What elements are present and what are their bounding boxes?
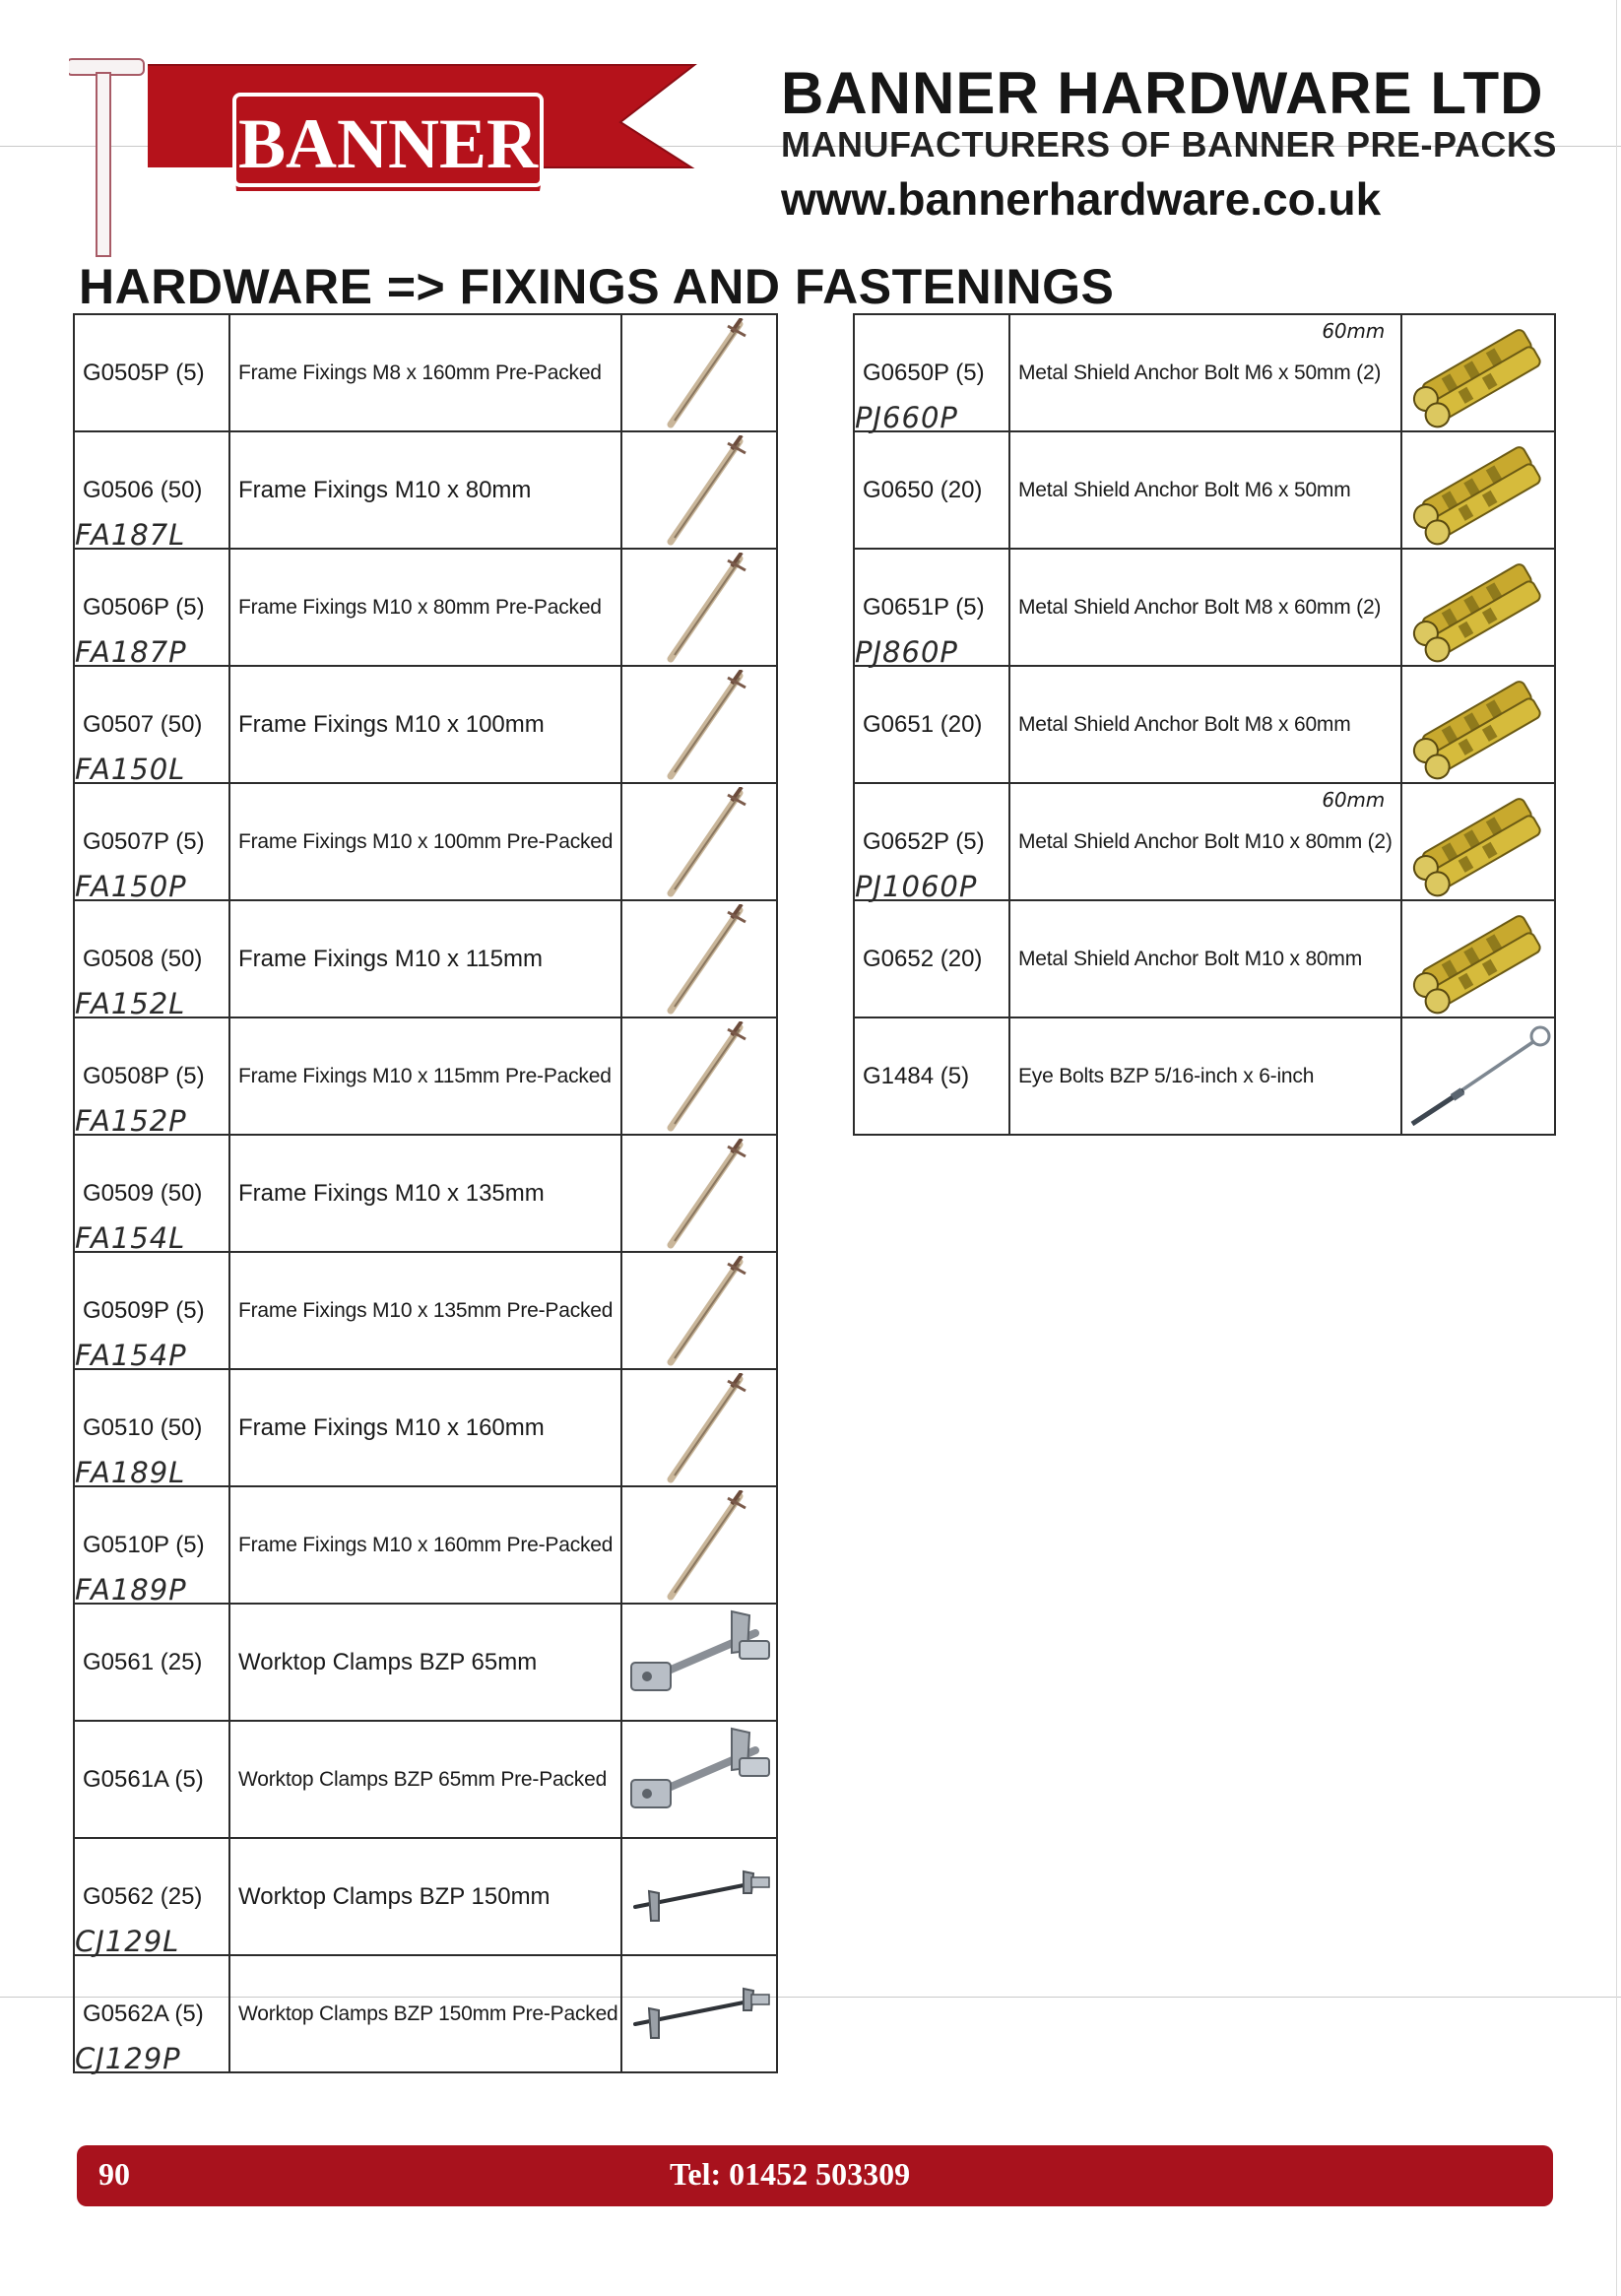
- product-code-cell: [854, 549, 1009, 669]
- product-description-cell: [1009, 1017, 1401, 1135]
- product-description: Frame Fixings M10 x 80mm Pre-Packed: [238, 595, 602, 619]
- product-code: G0562A (5): [83, 2000, 204, 2027]
- handwritten-stock-code: FA154L: [75, 1221, 186, 1255]
- product-description-cell: [229, 1252, 621, 1369]
- handwritten-stock-code: PJ1060P: [855, 870, 978, 903]
- product-description: Metal Shield Anchor Bolt M6 x 50mm: [1018, 478, 1351, 501]
- handwritten-stock-code: FA154P: [75, 1339, 187, 1372]
- handwritten-stock-code: FA152P: [75, 1104, 187, 1138]
- product-description-cell: [1009, 783, 1401, 900]
- product-description: Frame Fixings M10 x 100mm: [238, 710, 545, 738]
- product-description-cell: [1009, 900, 1401, 1017]
- company-name: BANNER HARDWARE LTD: [781, 60, 1544, 126]
- product-image-cell: [1401, 900, 1555, 1017]
- left-product-row: [74, 666, 777, 783]
- company-tagline: MANUFACTURERS OF BANNER PRE-PACKS: [781, 124, 1557, 164]
- product-image-cell: [621, 900, 777, 1017]
- product-code-cell: [74, 1838, 229, 1958]
- product-code: G0561A (5): [83, 1765, 204, 1793]
- product-description-cell: [229, 783, 621, 900]
- product-code-cell: [854, 431, 1009, 549]
- product-description: Worktop Clamps BZP 150mm Pre-Packed: [238, 2001, 618, 2025]
- left-product-row: [74, 1955, 777, 2072]
- product-code: G0510P (5): [83, 1531, 205, 1558]
- product-code: G0508 (50): [83, 945, 203, 972]
- product-code-cell: [74, 314, 229, 431]
- product-code-cell: [74, 1604, 229, 1721]
- handwritten-note: 60mm: [1322, 788, 1385, 812]
- product-description: Frame Fixings M10 x 115mm Pre-Packed: [238, 1064, 612, 1087]
- right-product-table: [853, 313, 1556, 1136]
- handwritten-stock-code: FA189L: [75, 1456, 186, 1489]
- right-product-row: [854, 900, 1555, 1017]
- product-image-cell: [621, 1721, 777, 1838]
- product-image-cell: [621, 314, 777, 431]
- product-image-cell: [621, 666, 777, 783]
- handwritten-stock-code: CJ129P: [75, 2042, 181, 2075]
- right-product-row: [854, 1017, 1555, 1135]
- frame-fixing-icon: [622, 435, 776, 546]
- product-description: Metal Shield Anchor Bolt M10 x 80mm: [1018, 947, 1362, 970]
- worktop-clamp-65-icon: [622, 1607, 776, 1718]
- product-description: Worktop Clamps BZP 65mm Pre-Packed: [238, 1767, 608, 1791]
- product-description-cell: [229, 1486, 621, 1604]
- product-code-cell: [74, 1486, 229, 1607]
- product-image-cell: [621, 1838, 777, 1955]
- product-description: Metal Shield Anchor Bolt M8 x 60mm (2): [1018, 595, 1382, 619]
- shield-anchor-bolt-icon: [1402, 435, 1554, 546]
- product-description-cell: [229, 1955, 621, 2072]
- product-description: Frame Fixings M8 x 160mm Pre-Packed: [238, 361, 602, 384]
- product-code: G0505P (5): [83, 359, 205, 386]
- product-image-cell: [1401, 666, 1555, 783]
- product-code-cell: [74, 666, 229, 786]
- frame-fixing-icon: [622, 787, 776, 897]
- frame-fixing-icon: [622, 1373, 776, 1483]
- product-image-cell: [621, 431, 777, 549]
- company-website[interactable]: www.bannerhardware.co.uk: [781, 173, 1382, 225]
- product-code-cell: [854, 666, 1009, 783]
- product-description-cell: [229, 666, 621, 783]
- handwritten-stock-code: CJ129L: [75, 1925, 180, 1958]
- left-product-row: [74, 1252, 777, 1369]
- shield-anchor-bolt-icon: [1402, 787, 1554, 897]
- product-code-cell: [854, 783, 1009, 903]
- footer-telephone: Tel: 01452 503309: [670, 2156, 911, 2192]
- product-description-cell: [229, 1017, 621, 1135]
- eye-bolt-icon: [1402, 1021, 1554, 1132]
- right-product-row: [854, 549, 1555, 666]
- handwritten-stock-code: FA150L: [75, 753, 186, 786]
- product-description-cell: [229, 900, 621, 1017]
- product-image-cell: [621, 1486, 777, 1604]
- handwritten-stock-code: FA187L: [75, 518, 186, 552]
- product-code-cell: [854, 900, 1009, 1017]
- frame-fixing-icon: [622, 1021, 776, 1132]
- product-description-cell: [229, 1135, 621, 1252]
- product-code-cell: [74, 1955, 229, 2075]
- product-code: G0510 (50): [83, 1413, 203, 1441]
- worktop-clamp-150-icon: [622, 1959, 776, 2069]
- product-code: G0650 (20): [863, 476, 983, 503]
- shield-anchor-bolt-icon: [1402, 318, 1554, 428]
- shield-anchor-bolt-icon: [1402, 670, 1554, 780]
- product-code-cell: [74, 549, 229, 669]
- product-code: G0650P (5): [863, 359, 985, 386]
- page-edge: [1616, 0, 1617, 2296]
- product-description: Frame Fixings M10 x 135mm: [238, 1179, 545, 1207]
- left-product-row: [74, 1135, 777, 1252]
- product-description: Worktop Clamps BZP 65mm: [238, 1648, 538, 1675]
- handwritten-stock-code: FA187P: [75, 635, 187, 669]
- product-description: Frame Fixings M10 x 100mm Pre-Packed: [238, 829, 614, 853]
- right-product-row: [854, 314, 1555, 431]
- product-description-cell: [229, 1721, 621, 1838]
- product-code-cell: [74, 1135, 229, 1255]
- product-description-cell: [229, 1838, 621, 1955]
- product-description: Frame Fixings M10 x 160mm: [238, 1413, 545, 1441]
- product-description: Frame Fixings M10 x 80mm: [238, 476, 532, 503]
- product-image-cell: [621, 1604, 777, 1721]
- frame-fixing-icon: [622, 670, 776, 780]
- left-product-row: [74, 783, 777, 900]
- product-code: G1484 (5): [863, 1062, 970, 1089]
- product-description-cell: [229, 549, 621, 666]
- shield-anchor-bolt-icon: [1402, 904, 1554, 1015]
- worktop-clamp-65-icon: [622, 1725, 776, 1835]
- product-description: Frame Fixings M10 x 135mm Pre-Packed: [238, 1298, 614, 1322]
- product-code-cell: [74, 1017, 229, 1138]
- logo-text: BANNER: [237, 104, 539, 183]
- product-description-cell: [229, 1604, 621, 1721]
- product-code: G0506 (50): [83, 476, 203, 503]
- product-code-cell: [854, 1017, 1009, 1135]
- product-code: G0651P (5): [863, 593, 985, 621]
- banner-flag-icon: [69, 51, 699, 258]
- left-product-row: [74, 900, 777, 1017]
- product-code-cell: [74, 1252, 229, 1372]
- product-description: Metal Shield Anchor Bolt M10 x 80mm (2): [1018, 829, 1393, 853]
- product-description-cell: [1009, 314, 1401, 431]
- handwritten-stock-code: FA189P: [75, 1573, 187, 1607]
- handwritten-stock-code: PJ660P: [855, 401, 958, 434]
- section-title: HARDWARE => FIXINGS AND FASTENINGS: [79, 259, 1115, 314]
- left-product-row: [74, 1486, 777, 1604]
- product-image-cell: [621, 783, 777, 900]
- handwritten-stock-code: FA152L: [75, 987, 186, 1020]
- product-code-cell: [74, 783, 229, 903]
- product-code-cell: [74, 900, 229, 1020]
- worktop-clamp-150-icon: [622, 1842, 776, 1952]
- product-code: G0561 (25): [83, 1648, 203, 1675]
- left-product-row: [74, 431, 777, 549]
- left-product-row: [74, 1721, 777, 1838]
- left-product-table: [73, 313, 778, 2073]
- product-description-cell: [229, 314, 621, 431]
- product-description: Worktop Clamps BZP 150mm: [238, 1882, 551, 1910]
- product-code-cell: [74, 431, 229, 552]
- frame-fixing-icon: [622, 318, 776, 428]
- product-code: G0507P (5): [83, 827, 205, 855]
- product-description-cell: [229, 431, 621, 549]
- product-image-cell: [1401, 783, 1555, 900]
- product-description: Eye Bolts BZP 5/16-inch x 6-inch: [1018, 1064, 1315, 1087]
- left-product-row: [74, 1369, 777, 1486]
- left-product-row: [74, 1604, 777, 1721]
- handwritten-stock-code: PJ860P: [855, 635, 958, 669]
- banner-logo: [69, 51, 699, 258]
- product-image-cell: [621, 549, 777, 666]
- right-product-row: [854, 431, 1555, 549]
- product-description: Frame Fixings M10 x 115mm: [238, 945, 543, 972]
- product-code-cell: [74, 1369, 229, 1489]
- product-description: Metal Shield Anchor Bolt M8 x 60mm: [1018, 712, 1351, 736]
- product-description-cell: [1009, 431, 1401, 549]
- product-code-cell: [74, 1721, 229, 1838]
- frame-fixing-icon: [622, 1256, 776, 1366]
- product-code: G0651 (20): [863, 710, 983, 738]
- frame-fixing-icon: [622, 1490, 776, 1601]
- page-number: 90: [98, 2156, 130, 2192]
- left-product-row: [74, 1838, 777, 1955]
- product-description: Metal Shield Anchor Bolt M6 x 50mm (2): [1018, 361, 1382, 384]
- product-code: G0507 (50): [83, 710, 203, 738]
- shield-anchor-bolt-icon: [1402, 553, 1554, 663]
- product-code: G0652 (20): [863, 945, 983, 972]
- frame-fixing-icon: [622, 1139, 776, 1249]
- product-image-cell: [1401, 431, 1555, 549]
- frame-fixing-icon: [622, 904, 776, 1015]
- right-product-row: [854, 666, 1555, 783]
- product-image-cell: [1401, 1017, 1555, 1135]
- product-code: G0508P (5): [83, 1062, 205, 1089]
- product-code: G0562 (25): [83, 1882, 203, 1910]
- product-description-cell: [229, 1369, 621, 1486]
- product-code: G0652P (5): [863, 827, 985, 855]
- product-code-cell: [854, 314, 1009, 434]
- handwritten-stock-code: FA150P: [75, 870, 187, 903]
- left-product-row: [74, 1017, 777, 1135]
- product-image-cell: [621, 1955, 777, 2072]
- product-code: G0509 (50): [83, 1179, 203, 1207]
- handwritten-note: 60mm: [1322, 319, 1385, 343]
- product-image-cell: [1401, 549, 1555, 666]
- product-image-cell: [1401, 314, 1555, 431]
- product-image-cell: [621, 1252, 777, 1369]
- product-description-cell: [1009, 666, 1401, 783]
- product-image-cell: [621, 1369, 777, 1486]
- product-image-cell: [621, 1135, 777, 1252]
- product-description: Frame Fixings M10 x 160mm Pre-Packed: [238, 1533, 614, 1556]
- product-code: G0509P (5): [83, 1296, 205, 1324]
- product-code: G0506P (5): [83, 593, 205, 621]
- left-product-row: [74, 314, 777, 431]
- frame-fixing-icon: [622, 553, 776, 663]
- product-image-cell: [621, 1017, 777, 1135]
- product-description-cell: [1009, 549, 1401, 666]
- right-product-row: [854, 783, 1555, 900]
- left-product-row: [74, 549, 777, 666]
